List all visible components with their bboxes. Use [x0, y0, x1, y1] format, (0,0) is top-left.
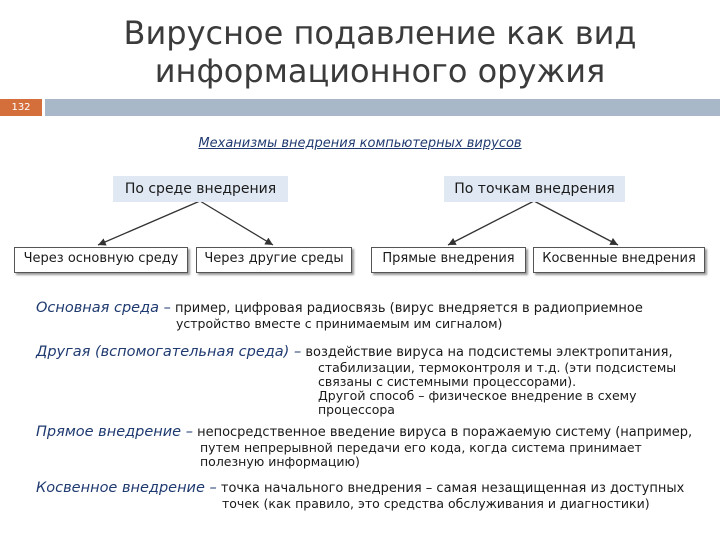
paragraph-main-medium-text: пример, цифровая радиосвязь (вирус внедряется в радиоприемное — [170, 301, 643, 316]
term-direct: Прямое внедрение – — [36, 424, 193, 440]
slide-title-line1: Вирусное подавление как вид — [123, 14, 637, 52]
paragraph-indirect — [36, 481, 720, 496]
slide-number: 132 — [0, 99, 42, 116]
category-box-medium: По среде внедрения — [113, 176, 288, 202]
paragraph-direct-line3: полезную информацию) — [200, 454, 360, 469]
connector-left-to-leaf2 — [200, 201, 273, 245]
leaf-box-main-medium: Через основную среду — [14, 247, 188, 273]
paragraph-other-medium-text: воздействие вируса на подсистемы электропитания, — [301, 345, 673, 360]
connector-right-to-leaf3 — [448, 201, 534, 245]
diagram-subtitle: Механизмы внедрения компьютерных вирусов — [198, 136, 522, 151]
paragraph-other-medium-line2: стабилизации, термоконтроля и т.д. (эти подсистемы — [318, 360, 677, 375]
term-main-medium: Основная среда – — [36, 300, 171, 316]
paragraph-other-medium-line5: процессора — [318, 402, 395, 417]
leaf-box-indirect: Косвенные внедрения — [533, 247, 705, 273]
paragraph-direct-text: непосредственное введение вируса в поражаемую систему (например, — [192, 425, 693, 440]
paragraph-other-medium-line4: Другой способ – физическое внедрение в схему — [318, 388, 637, 403]
connector-right-to-leaf4 — [534, 201, 618, 245]
paragraph-other-medium — [36, 345, 720, 360]
term-indirect: Косвенное внедрение – — [36, 480, 217, 496]
connector-left-to-leaf1 — [98, 201, 200, 245]
paragraph-direct-line2: путем непрерывной передачи его кода, когда система принимает — [200, 440, 642, 455]
category-box-points: По точкам внедрения — [444, 176, 625, 202]
paragraph-main-medium — [36, 301, 720, 316]
paragraph-other-medium-line3: связаны с системными процессорами). — [318, 374, 577, 389]
leaf-box-other-media: Через другие среды — [196, 247, 352, 273]
paragraph-indirect-line2: точек (как правило, это средства обслуживания и диагностики) — [222, 496, 650, 511]
paragraph-direct — [36, 425, 720, 440]
paragraph-indirect-text: точка начального внедрения – самая незащищенная из доступных — [216, 481, 685, 496]
leaf-box-direct: Прямые внедрения — [371, 247, 526, 273]
term-other-medium: Другая (вспомогательная среда) – — [36, 344, 302, 360]
paragraph-main-medium-cont: устройство вместе с принимаемым им сигналом) — [176, 316, 503, 331]
slide-title-line2: информационного оружия — [154, 52, 606, 90]
